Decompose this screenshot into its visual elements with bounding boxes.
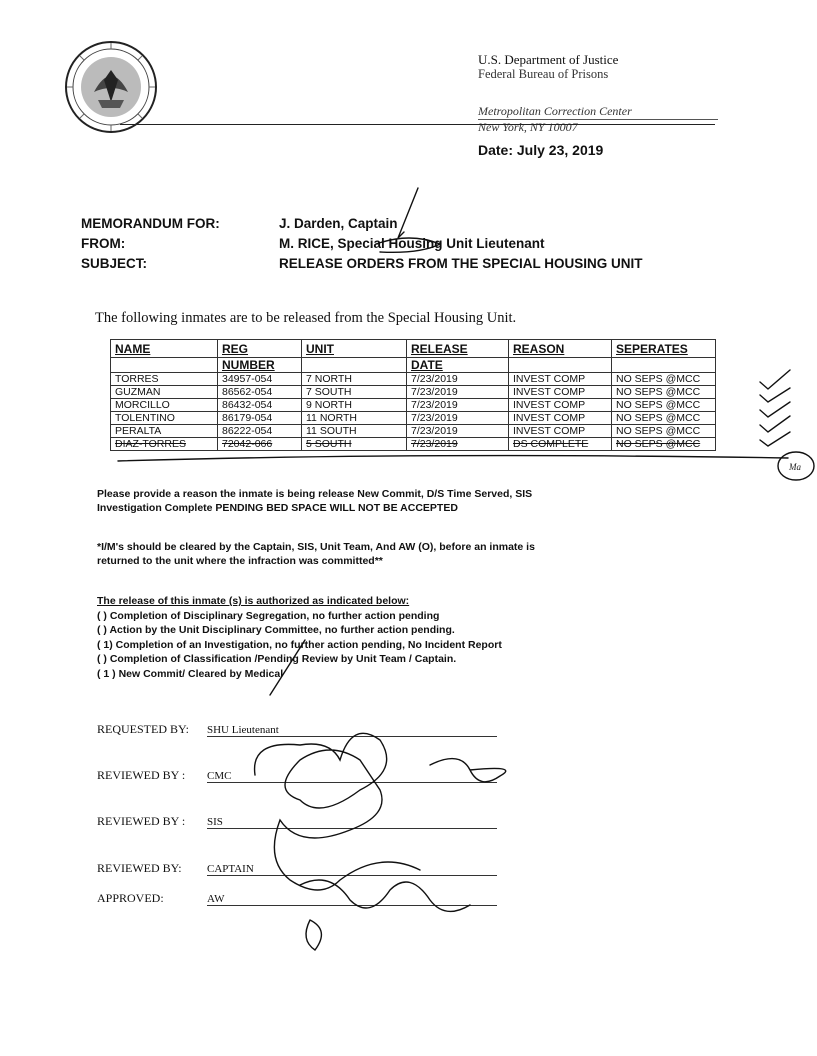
- reason-note-line-1: Please provide a reason the inmate is being release New Commit, D/S Time Served, SIS: [97, 488, 533, 500]
- reviewed-by-value: CAPTAIN: [207, 863, 497, 876]
- intro-text: The following inmates are to be released from the Special Housing Unit.: [95, 310, 517, 326]
- col-release: RELEASE: [407, 340, 509, 358]
- auth-option: ( ) Action by the Unit Disciplinary Committee, no further action pending.: [97, 624, 455, 636]
- auth-option: ( ) Completion of Disciplinary Segregation, no further action pending: [97, 609, 440, 622]
- reason-note-line-2: Investigation Complete PENDING BED SPACE WILL NOT BE ACCEPTED: [97, 502, 458, 514]
- check-mark: [760, 432, 790, 446]
- cell-reg: 86179-054: [218, 412, 302, 425]
- check-mark: [760, 388, 790, 402]
- cell-name: TORRES: [111, 373, 218, 386]
- memo-for-value: J. Darden, Captain: [279, 216, 398, 231]
- col-unit: UNIT: [302, 340, 407, 358]
- agency-block: [478, 52, 618, 82]
- cell-unit: 9 NORTH: [302, 399, 407, 412]
- bottom-loop: [306, 920, 321, 950]
- col-reg: REG: [218, 340, 302, 358]
- requested-by-value: SHU Lieutenant: [207, 724, 497, 737]
- reviewed-by-label: REVIEWED BY :: [97, 768, 186, 782]
- cell-seps: NO SEPS @MCC: [612, 412, 716, 425]
- cell-seps: NO SEPS @MCC: [612, 373, 716, 386]
- cell-unit: 7 SOUTH: [302, 386, 407, 399]
- header-divider: [120, 124, 715, 125]
- cell-reg: 86432-054: [218, 399, 302, 412]
- release-table: [110, 339, 716, 451]
- check-mark: [760, 370, 790, 389]
- margin-note: Ma: [789, 462, 801, 472]
- cell-reg: 72042-066: [218, 438, 302, 451]
- office-name: Metropolitan Correction Center: [478, 104, 718, 120]
- cell-unit: 11 SOUTH: [302, 425, 407, 438]
- cell-unit: 11 NORTH: [302, 412, 407, 425]
- requested-by-row: [97, 722, 497, 737]
- approved-label: APPROVED:: [97, 891, 164, 905]
- struck-row-line: [118, 456, 788, 461]
- table-row: [111, 399, 716, 412]
- cell-date: 7/23/2019: [407, 425, 509, 438]
- cell-date: 7/23/2019: [407, 386, 509, 399]
- clearance-note-line-2: returned to the unit where the infraction was committed**: [97, 555, 383, 567]
- auth-option: ( 1 ) New Commit/ Cleared by Medical: [97, 667, 284, 680]
- table-row: [111, 386, 716, 399]
- col-reason: REASON: [509, 340, 612, 358]
- col-reg-2: NUMBER: [218, 358, 302, 373]
- cell-reason: INVEST COMP: [509, 386, 612, 399]
- office-address: New York, NY 10007: [478, 120, 578, 134]
- reviewed-by-cmc-row: [97, 768, 497, 783]
- table-row: [111, 425, 716, 438]
- office-block: [478, 104, 718, 135]
- cell-reason: INVEST COMP: [509, 425, 612, 438]
- cell-unit: 5 SOUTH: [302, 438, 407, 451]
- clearance-note: [97, 540, 717, 568]
- cell-date: 7/23/2019: [407, 399, 509, 412]
- cell-name: PERALTA: [111, 425, 218, 438]
- approved-value: AW: [207, 893, 497, 906]
- cell-reason: INVEST COMP: [509, 412, 612, 425]
- clearance-note-line-1: *I/M's should be cleared by the Captain, SIS, Unit Team, And AW (O), before an inmate is: [97, 541, 535, 553]
- reviewed-by-sis-row: [97, 814, 497, 829]
- cell-name: GUZMAN: [111, 386, 218, 399]
- cell-date: 7/23/2019: [407, 438, 509, 451]
- check-mark: [760, 416, 790, 432]
- cell-name: DIAZ-TORRES: [111, 438, 218, 451]
- table-row-struck: [111, 438, 716, 451]
- requested-by-label: REQUESTED BY:: [97, 722, 189, 736]
- reason-note: [97, 487, 697, 515]
- authorization-block: [97, 594, 502, 681]
- memo-for-label: MEMORANDUM FOR:: [81, 216, 220, 231]
- cell-seps: NO SEPS @MCC: [612, 386, 716, 399]
- table-row: [111, 412, 716, 425]
- auth-option: ( ) Completion of Classification /Pending Review by Unit Team / Captain.: [97, 653, 457, 665]
- bureau-name: Federal Bureau of Prisons: [478, 67, 609, 81]
- doj-bop-seal: [64, 40, 158, 134]
- auth-option: ( 1) Completion of an Investigation, no further action pending, No Incident Report: [97, 638, 502, 651]
- memo-subject-value: RELEASE ORDERS FROM THE SPECIAL HOUSING UNIT: [279, 256, 643, 271]
- approved-row: [97, 891, 497, 906]
- reviewed-by-value: SIS: [207, 816, 497, 829]
- cell-unit: 7 NORTH: [302, 373, 407, 386]
- cell-reg: 86222-054: [218, 425, 302, 438]
- table-row: [111, 373, 716, 386]
- cell-reason: DS COMPLETE: [509, 438, 612, 451]
- memo-from-label: FROM:: [81, 236, 126, 251]
- department-name: U.S. Department of Justice: [478, 52, 619, 67]
- cell-reg: 34957-054: [218, 373, 302, 386]
- cell-seps: NO SEPS @MCC: [612, 399, 716, 412]
- reviewed-by-label: REVIEWED BY:: [97, 861, 182, 875]
- cell-reason: INVEST COMP: [509, 399, 612, 412]
- check-mark: [760, 402, 790, 417]
- col-name: NAME: [111, 340, 218, 358]
- authorization-title: The release of this inmate (s) is authorized as indicated below:: [97, 595, 410, 607]
- memo-header: [81, 214, 721, 278]
- cell-name: MORCILLO: [111, 399, 218, 412]
- cell-seps: NO SEPS @MCC: [612, 438, 716, 451]
- cell-reason: INVEST COMP: [509, 373, 612, 386]
- reviewed-by-label: REVIEWED BY :: [97, 814, 186, 828]
- cell-name: TOLENTINO: [111, 412, 218, 425]
- cell-reg: 86562-054: [218, 386, 302, 399]
- col-seperates: SEPERATES: [612, 340, 716, 358]
- col-release-2: DATE: [407, 358, 509, 373]
- reviewed-by-captain-row: [97, 861, 497, 876]
- cell-date: 7/23/2019: [407, 373, 509, 386]
- cell-date: 7/23/2019: [407, 412, 509, 425]
- memo-date: Date: July 23, 2019: [478, 142, 604, 158]
- memo-from-value: M. RICE, Special Housing Unit Lieutenant: [279, 236, 545, 251]
- memo-subject-label: SUBJECT:: [81, 256, 148, 271]
- circle-mark: [778, 452, 814, 480]
- cell-seps: NO SEPS @MCC: [612, 425, 716, 438]
- reviewed-by-value: CMC: [207, 770, 497, 783]
